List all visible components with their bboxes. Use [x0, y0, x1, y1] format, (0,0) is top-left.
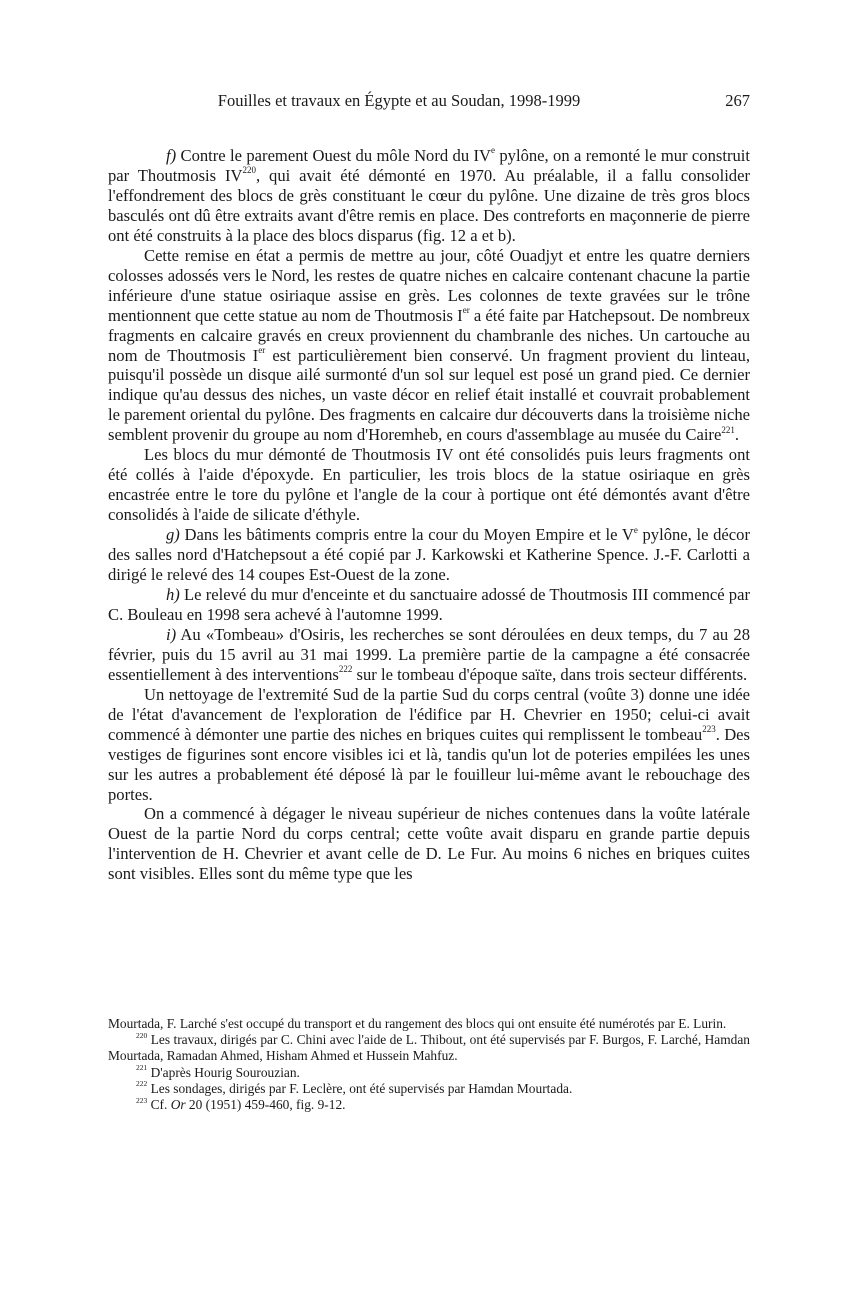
footnote-number: 221 — [136, 1063, 148, 1073]
paragraph: Les blocs du mur démonté de Thoutmosis IV ont été consolidés puis leurs fragments ont été collés à l'aide d'époxyde. En particulier, les trois blocs de la statue osiriaque en grès encastrée entre le tore du pylône et l'angle de la cour à portique ont été démontés avant d'être consolidés à l'aide de silicate d'éthyle. — [108, 445, 750, 525]
footnote-text: D'après Hourig Sourouzian. — [147, 1064, 300, 1080]
footnote-text: Les sondages, dirigés par F. Leclère, ont été supervisés par Hamdan Mourtada. — [147, 1080, 573, 1096]
text-run: Au «Tombeau» d'Osiris, les recherches se sont déroulées en deux temps, du 7 au 28 février, puis du 15 avril au 31 mai 1999. La première partie de la campagne a été consacrée essentiellement à des interventions — [108, 624, 750, 684]
journal-abbreviation: Or — [170, 1097, 186, 1113]
paragraph: On a commencé à dégager le niveau supérieur de niches contenues dans la voûte latérale Ouest de la partie Nord du corps central; cette voûte avait disparu en grande partie depuis l'intervention de H. Chevrier et avant celle de D. Le Fur. Au moins 6 niches en briques cuites sont visibles. Elles sont du même type que les — [108, 804, 750, 884]
running-title: Fouilles et travaux en Égypte et au Soudan, 1998-1999 — [217, 91, 581, 110]
ordinal-superscript: er — [462, 305, 470, 316]
ordinal-superscript: er — [258, 345, 266, 355]
footnote-continuation: Mourtada, F. Larché s'est occupé du transport et du rangement des blocs qui ont ensuite été numérotés par E. Lurin. — [108, 1016, 727, 1031]
item-label: i) — [166, 624, 177, 644]
text-run: Un nettoyage de l'extremité Sud de la partie Sud du corps central (voûte 3) donne une idée de l'état d'avancement de l'exploration de l'édifice par H. Chevrier en 1950; celui-ci avait commencé à démonter une partie des niches en briques cuites qui remplissent le tombeau — [108, 684, 750, 744]
footnote-ref: 223 — [702, 724, 716, 735]
text-run: Contre le parement Ouest du môle Nord du IV — [176, 146, 492, 165]
running-header — [108, 91, 750, 115]
paragraph — [108, 246, 750, 446]
text-run: . Des vestiges de figurines sont encore visibles ici et là, tandis qu'un lot de poteries empilées les unes sur les autres a probablement été déposé là par le fouilleur lui-même avant le rebouchage des portes. — [108, 724, 751, 804]
footnote-number: 222 — [136, 1079, 148, 1089]
footnote-number: 220 — [136, 1030, 148, 1040]
footnote-ref: 220 — [242, 165, 257, 176]
text-run: sur le tombeau d'époque saïte, dans trois secteur différents. — [352, 664, 748, 684]
footnotes — [108, 1016, 750, 1113]
paragraph — [108, 685, 750, 805]
text-run: . — [734, 425, 739, 445]
paragraph-g — [108, 525, 750, 585]
footnote-text: 20 (1951) 459-460, fig. 9-12. — [185, 1097, 346, 1113]
footnote-222 — [108, 1081, 750, 1097]
paragraph-f — [108, 146, 750, 246]
text-run: pylône, on a remonté le mur construit par Thoutmosis IV — [108, 146, 750, 185]
footnote-223 — [108, 1097, 750, 1113]
text-run: a été faite par Hatchepsout. De nombreux fragments en calcaire gravés en creux proviennent du chambranle des niches. Un cartouche au nom de Thoutmosis I — [108, 305, 750, 365]
text-run: Le relevé du mur d'enceinte et du sanctuaire adossé de Thoutmosis III commencé par C. Bouleau en 1998 sera achevé à l'automne 1999. — [108, 584, 750, 624]
paragraph-i — [108, 625, 750, 685]
ordinal-superscript: e — [633, 524, 638, 535]
footnote-text: Cf. — [147, 1097, 171, 1113]
page-number: 267 — [725, 91, 750, 110]
footnote-220 — [108, 1032, 750, 1064]
paragraph-h — [108, 585, 750, 625]
text-run: pylône, le décor des salles nord d'Hatchepsout a été copié par J. Karkowski et Katherine Spence. J.-F. Carlotti a dirigé le relevé des 14 coupes Est-Ouest de la zone. — [108, 525, 750, 585]
text-run: Cette remise en état a permis de mettre au jour, côté Ouadjyt et entre les quatre derniers colosses adossés vers le Nord, les restes de quatre niches en calcaire contenant chacune la partie inférieure d'une statue osiriaque assise en grès. Les colonnes de texte gravées sur le trône mentionnent que cette statue au nom de Thoutmosis I — [108, 245, 750, 325]
footnote-text: Les travaux, dirigés par C. Chini avec l'aide de L. Thibout, ont été supervisés par F. Burgos, F. Larché, Hamdan Mourtada, Ramadan Ahmed, Hisham Ahmed et Hussein Mahfuz. — [108, 1032, 750, 1064]
text-run: Dans les bâtiments compris entre la cour du Moyen Empire et le V — [179, 525, 634, 545]
footnote-ref: 222 — [338, 664, 353, 675]
main-text — [108, 146, 750, 884]
ordinal-superscript: e — [491, 145, 496, 156]
text-run: , qui avait été démonté en 1970. Au préalable, il a fallu consolider l'effondrement des blocs de grès constituant le cœur du pylône. Une dizaine de très gros blocs basculés ont dû être extraits avant d'être remis en place. Des contreforts en maçonnerie de pierre ont été construits à la place des blocs disparus (fig. 12 a et b). — [108, 165, 750, 245]
text-run: est particulièrement bien conservé. Un fragment provient du linteau, puisqu'il possède un disque ailé surmonté d'un sol sur lequel est posé un grand pied. Ce dernier indique qu'au dessus des niches, un vaste décor en relief était installé et couvrait probablement le parement oriental du pylône. Des fragments en calcaire dur découverts dans la troisième niche semblent provenir du groupe au nom d'Horemheb, en cours d'assemblage au musée du Caire — [108, 345, 750, 445]
item-label: g) — [166, 525, 180, 545]
footnote-221 — [108, 1065, 750, 1081]
footnote-ref: 221 — [721, 424, 735, 435]
item-label: h) — [166, 584, 180, 604]
footnote-number: 223 — [136, 1095, 148, 1105]
item-label: f) — [166, 146, 177, 165]
